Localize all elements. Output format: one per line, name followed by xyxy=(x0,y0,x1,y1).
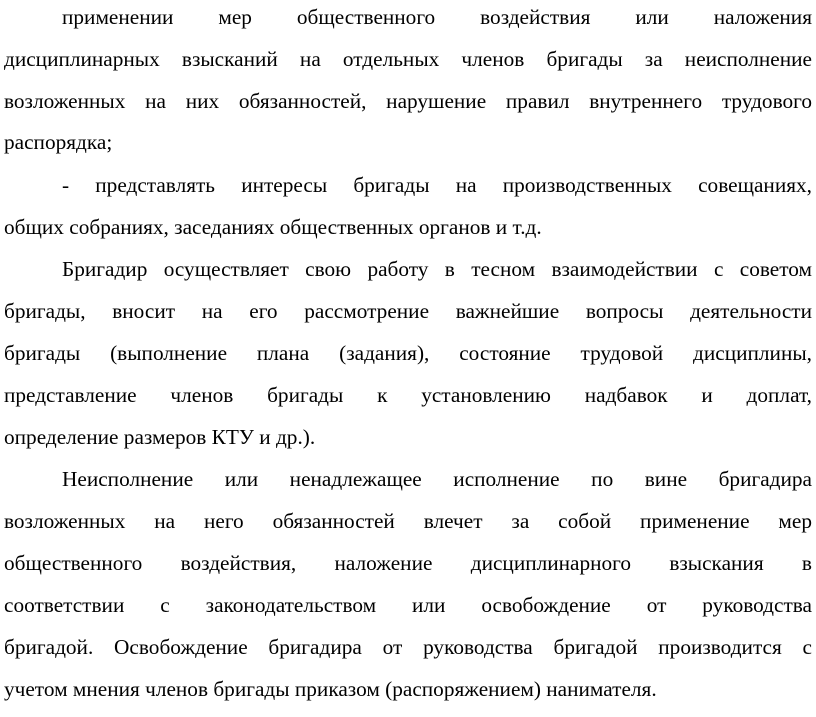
text-line: бригады (выполнение плана (задания), состояние трудовой дисциплины, xyxy=(4,341,812,365)
text-line: общественного воздействия, наложение дисциплинарного взыскания в xyxy=(4,551,812,575)
text-line: общих собраниях, заседаниях общественных органов и т.д. xyxy=(4,215,542,239)
text-line: бригадой. Освобождение бригадира от руководства бригадой производится с xyxy=(4,635,812,659)
text-line: бригады, вносит на его рассмотрение важнейшие вопросы деятельности xyxy=(4,299,812,323)
text-line: Бригадир осуществляет свою работу в тесном взаимодействии с советом xyxy=(62,257,812,281)
text-line: определение размеров КТУ и др.). xyxy=(4,425,316,449)
text-line: возложенных на них обязанностей, нарушение правил внутреннего трудового xyxy=(4,89,812,113)
text-line: применении мер общественного воздействия или наложения xyxy=(62,5,812,29)
text-line: соответствии с законодательством или освобождение от руководства xyxy=(4,593,812,617)
text-line: учетом мнения членов бригады приказом (распоряжением) нанимателя. xyxy=(4,677,657,701)
text-line: представление членов бригады к установлению надбавок и доплат, xyxy=(4,383,812,407)
text-line: распорядка; xyxy=(4,130,113,154)
text-line: дисциплинарных взысканий на отдельных членов бригады за неисполнение xyxy=(4,47,812,71)
text-line: - представлять интересы бригады на производственных совещаниях, xyxy=(62,173,812,197)
text-line: Неисполнение или ненадлежащее исполнение по вине бригадира xyxy=(62,467,812,491)
text-line: возложенных на него обязанностей влечет за собой применение мер xyxy=(4,509,812,533)
